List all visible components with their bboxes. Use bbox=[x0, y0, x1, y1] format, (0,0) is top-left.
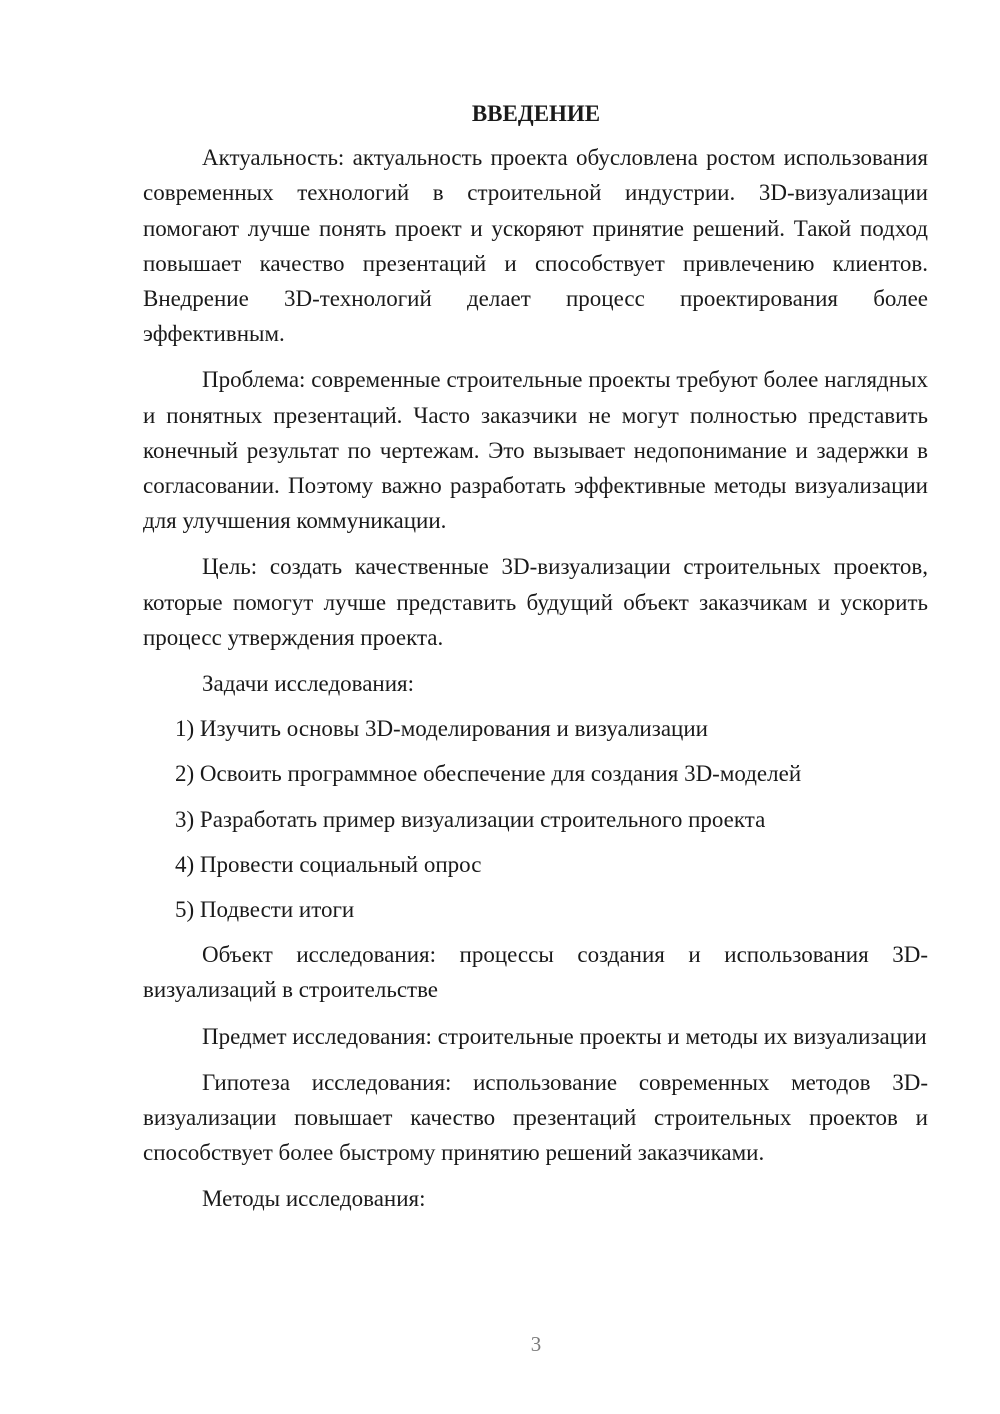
section-heading: ВВЕДЕНИЕ bbox=[471, 101, 601, 126]
hypothesis-paragraph: Гипотеза исследования: использование современных методов 3D-визуализации повышает качество презентаций строительных проектов и способствует более быстрому принятию решений заказчиками. bbox=[143, 1069, 928, 1166]
goal-paragraph: Цель: создать качественные 3D-визуализации строительных проектов, которые помогут лучше представить будущий объект заказчикам и ускорить процесс утверждения проекта. bbox=[143, 554, 928, 650]
list-item: 2) Освоить программное обеспечение для создания 3D-моделей bbox=[175, 761, 802, 787]
problem-paragraph: Проблема: современные строительные проекты требуют более наглядных и понятных презентаций. Часто заказчики не могут полностью представить конечный результат по чертежам. Это вызывает недопонимание и задержки в согласовании. Поэтому важно разработать эффективные методы визуализации для улучшения коммуникации. bbox=[143, 367, 928, 534]
list-item: 4) Провести социальный опрос bbox=[175, 851, 482, 877]
list-item: 1) Изучить основы 3D-моделирования и визуализации bbox=[175, 716, 708, 742]
page-content bbox=[143, 96, 928, 1227]
subject-paragraph: Предмет исследования: строительные проекты и методы их визуализации bbox=[202, 1023, 927, 1049]
tasks-list bbox=[143, 711, 928, 927]
methods-heading: Методы исследования: bbox=[202, 1186, 426, 1212]
list-item: 3) Разработать пример визуализации строительного проекта bbox=[175, 806, 766, 832]
page-number: 3 bbox=[530, 1332, 542, 1356]
list-item: 5) Подвести итоги bbox=[175, 897, 355, 923]
tasks-heading: Задачи исследования: bbox=[202, 671, 415, 697]
object-paragraph: Объект исследования: процессы создания и использования 3D-визуализаций в строительстве bbox=[143, 942, 928, 1003]
relevance-paragraph: Актуальность: актуальность проекта обусловлена ростом использования современных технологий в строительной индустрии. 3D-визуализации помогают лучше понять проект и ускоряют принятие решений. Такой подход повышает качество презентаций и способствует привлечению клиентов. Внедрение 3D-технологий делает процесс проектирования более эффективным. bbox=[143, 145, 928, 347]
